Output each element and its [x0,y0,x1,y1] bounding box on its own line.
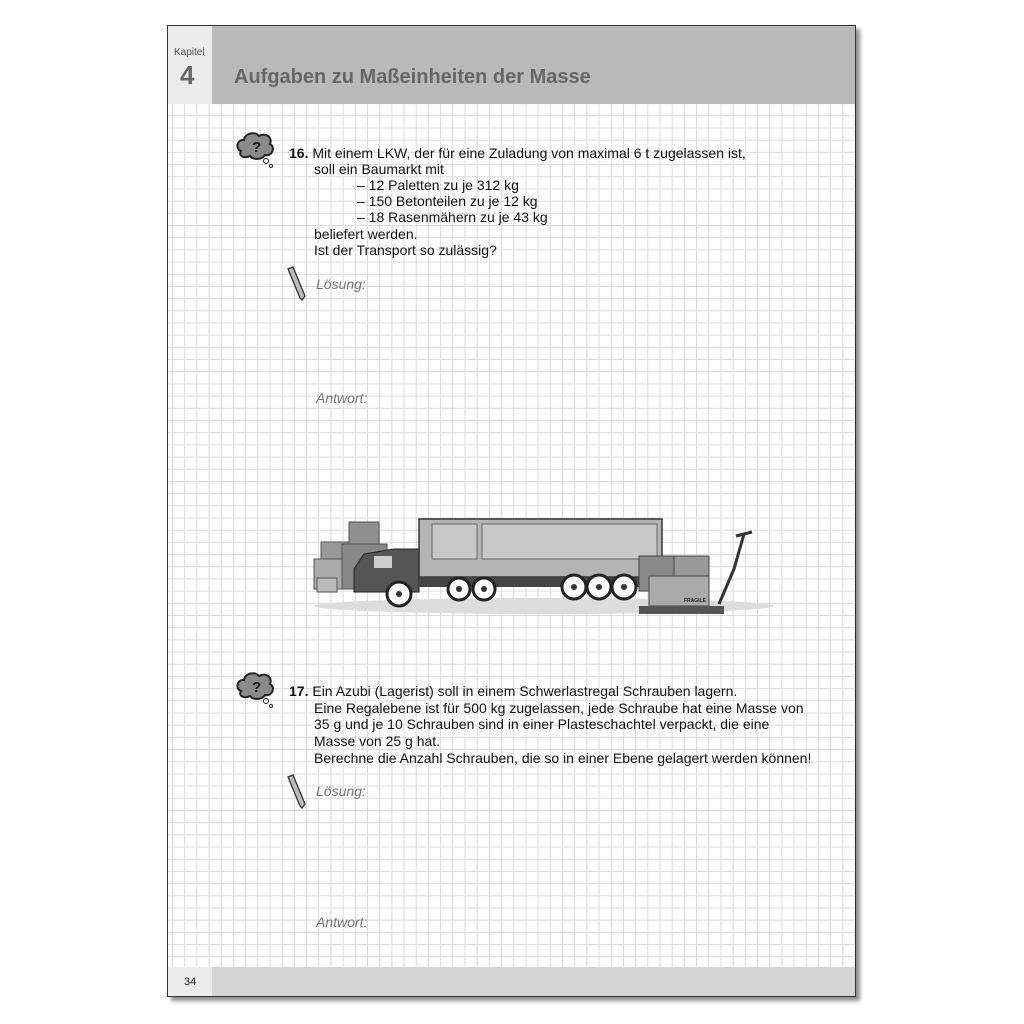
svg-text:?: ? [252,139,262,156]
page-title: Aufgaben zu Maßeinheiten der Masse [234,66,591,88]
task-line: beliefert werden. [314,226,418,242]
task-line: soll ein Baumarkt mit [314,161,444,177]
task-line: Masse von 25 g hat. [314,733,441,749]
task-number: 17. [289,683,309,699]
pencil-icon [285,266,309,302]
chapter-cell [168,26,212,104]
pencil-icon [285,774,309,810]
chapter-label: Kapitel [174,47,205,58]
task-16-text [289,145,746,162]
answer-label: Antwort: [316,914,368,930]
task-line: 35 g und je 10 Schrauben sind in einer Plasteschachtel verpackt, die eine [314,716,770,732]
task-list-item: – 18 Rasenmähern zu je 43 kg [357,209,548,225]
task-list-item: – 150 Betonteilen zu je 12 kg [357,193,538,209]
task-17-text [289,683,737,700]
truck-illustration [304,514,774,619]
worksheet-page [167,25,856,997]
chapter-number: 4 [180,60,195,90]
thinking-cloud-icon [235,669,277,709]
page-footer [168,967,855,996]
thinking-cloud-icon [235,129,277,169]
svg-text:?: ? [252,679,262,696]
task-number: 16. [289,145,309,161]
page-number-cell [168,967,212,996]
answer-label: Antwort: [316,390,368,406]
task-line: Berechne die Anzahl Schrauben, die so in einer Ebene gelagert werden können! [314,750,812,766]
chapter-header [168,26,855,104]
solution-label: Lösung: [316,276,366,292]
solution-label: Lösung: [316,783,366,799]
task-line: Ein Azubi (Lagerist) soll in einem Schwerlastregal Schrauben lagern. [312,683,738,699]
task-line: Mit einem LKW, der für eine Zuladung von maximal 6 t zugelassen ist, [312,145,746,161]
page-number: 34 [184,976,197,988]
task-line: Eine Regalebene ist für 500 kg zugelassen, jede Schraube hat eine Masse von [314,700,804,716]
fragile-label: FRAGILE [684,598,706,604]
task-line: Ist der Transport so zulässig? [314,242,497,258]
task-list-item: – 12 Paletten zu je 312 kg [357,177,519,193]
